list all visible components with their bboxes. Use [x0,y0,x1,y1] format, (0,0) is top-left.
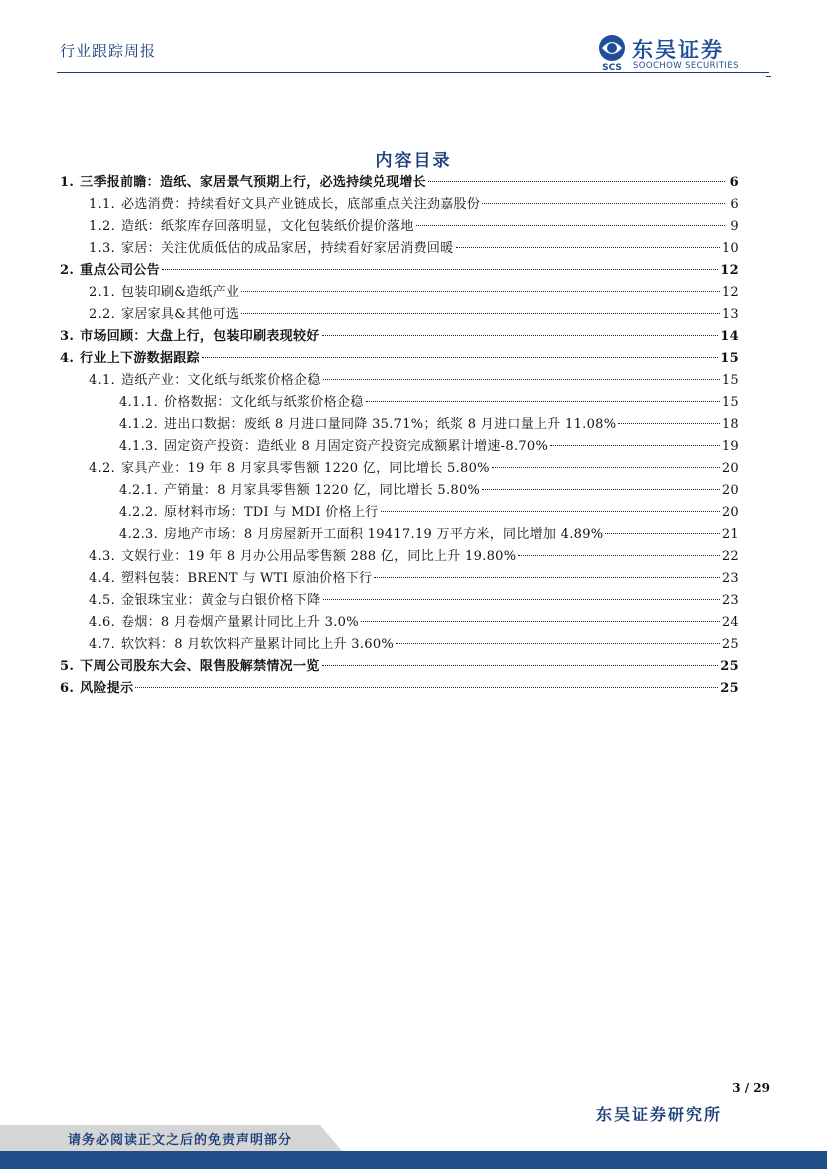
footer-bar [0,1125,827,1169]
toc-entry[interactable] [60,568,739,590]
toc-entry-page: 13 [721,307,739,322]
toc-entry-number: 4.2.2. [119,505,159,520]
toc-leader-dots [381,511,720,512]
brand-name-en: SOOCHOW SECURITIES [633,61,739,71]
toc-entry[interactable] [60,458,739,480]
footer-organization: 东吴证券研究所 [596,1105,723,1124]
table-of-contents [60,172,739,700]
brand-logo [596,34,776,74]
toc-entry[interactable] [60,546,739,568]
toc-entry-title: 家具产业：19 年 8 月家具零售额 1220 亿，同比增长 5.80% [121,461,490,476]
toc-entry-title: 进出口数据：废纸 8 月进口量同降 35.71%；纸浆 8 月进口量上升 11.08% [164,417,617,432]
toc-leader-dots [456,247,720,248]
toc-entry-number: 1.2. [89,219,116,234]
toc-leader-dots [428,181,725,182]
toc-leader-dots [374,577,719,578]
toc-entry-title: 价格数据：文化纸与纸浆价格企稳 [164,395,364,410]
toc-entry-title: 包装印刷&造纸产业 [121,285,240,300]
toc-entry-page: 23 [721,593,739,608]
header-divider [57,72,769,73]
toc-entry-page: 15 [721,395,739,410]
toc-leader-dots [322,335,719,336]
toc-entry-number: 4.5. [89,593,116,608]
toc-entry-title: 卷烟：8 月卷烟产量累计同比上升 3.0% [121,615,359,630]
toc-leader-dots [241,313,720,314]
toc-leader-dots [482,203,725,204]
toc-entry-number: 4.6. [89,615,116,630]
toc-entry-title: 行业上下游数据跟踪 [80,351,200,366]
toc-entry-page: 23 [721,571,739,586]
toc-entry-number: 4.7. [89,637,116,652]
toc-leader-dots [323,599,720,600]
toc-leader-dots [396,643,720,644]
toc-entry-page: 25 [720,659,739,674]
toc-entry-number: 4.1.1. [119,395,159,410]
toc-entry-title: 文娱行业：19 年 8 月办公用品零售额 288 亿，同比上升 19.80% [121,549,517,564]
toc-entry-title: 市场回顾：大盘上行，包装印刷表现较好 [80,329,320,344]
toc-entry[interactable] [60,656,739,678]
toc-entry[interactable] [60,678,739,700]
toc-leader-dots [416,225,725,226]
brand-name-cn: 东吴证券 [632,38,724,62]
toc-entry-page: 25 [721,637,739,652]
toc-entry-title: 风险提示 [80,681,134,696]
toc-entry-number: 4.4. [89,571,116,586]
toc-entry[interactable] [60,370,739,392]
toc-entry[interactable] [60,392,739,414]
toc-leader-dots [605,533,719,534]
toc-title: 内容目录 [375,151,452,171]
toc-entry[interactable] [60,172,739,194]
toc-entry-page: 25 [720,681,739,696]
toc-entry-number: 4.2. [89,461,116,476]
toc-entry-page: 20 [721,505,739,520]
toc-entry-page: 19 [721,439,739,454]
toc-entry-number: 4.1.2. [119,417,159,432]
toc-entry[interactable] [60,348,739,370]
toc-entry-title: 造纸：纸浆库存回落明显，文化包装纸价提价落地 [121,219,414,234]
toc-entry[interactable] [60,634,739,656]
toc-entry[interactable] [60,502,739,524]
toc-leader-dots [482,489,720,490]
toc-leader-dots [366,401,720,402]
brand-mark-text: SCS [602,63,622,72]
toc-leader-dots [618,423,719,424]
toc-entry-number: 4.1.3. [119,439,159,454]
toc-entry-page: 6 [730,197,739,212]
toc-entry-title: 家居家具&其他可选 [121,307,240,322]
toc-leader-dots [550,445,720,446]
toc-leader-dots [323,379,720,380]
toc-entry-number: 5. [60,659,75,674]
toc-entry[interactable] [60,590,739,612]
toc-entry[interactable] [60,480,739,502]
toc-entry-title: 金银珠宝业：黄金与白银价格下降 [121,593,321,608]
toc-entry-number: 4.2.3. [119,527,159,542]
toc-entry-title: 房地产市场：8 月房屋新开工面积 19417.19 万平方米，同比增加 4.89% [164,527,604,542]
toc-entry[interactable] [60,238,739,260]
toc-entry-number: 2.2. [89,307,116,322]
toc-entry-page: 12 [721,285,739,300]
toc-entry-page: 24 [721,615,739,630]
toc-entry-title: 固定资产投资：造纸业 8 月固定资产投资完成额累计增速-8.70% [164,439,549,454]
toc-entry-page: 20 [721,483,739,498]
toc-entry-title: 软饮料：8 月软饮料产量累计同比上升 3.60% [121,637,395,652]
toc-entry-number: 1. [60,175,75,190]
toc-entry-title: 造纸产业：文化纸与纸浆价格企稳 [121,373,321,388]
toc-entry[interactable] [60,612,739,634]
toc-entry-number: 2. [60,263,75,278]
toc-entry-number: 4. [60,351,75,366]
toc-leader-dots [241,291,720,292]
toc-leader-dots [135,687,718,688]
toc-entry-title: 下周公司股东大会、限售股解禁情况一览 [80,659,320,674]
toc-entry-page: 18 [721,417,739,432]
report-type-label: 行业跟踪周报 [60,42,157,60]
toc-entry-number: 3. [60,329,75,344]
toc-entry[interactable] [60,326,739,348]
brand-mark-icon [596,34,628,72]
toc-entry-title: 必选消费：持续看好文具产业链成长，底部重点关注劲嘉股份 [121,197,481,212]
toc-entry-title: 三季报前瞻：造纸、家居景气预期上行，必选持续兑现增长 [80,175,426,190]
toc-entry-title: 原材料市场：TDI 与 MDI 价格上行 [164,505,379,520]
toc-entry[interactable] [60,304,739,326]
toc-leader-dots [518,555,719,556]
disclaimer-text: 请务必阅读正文之后的免责声明部分 [68,1133,293,1148]
toc-leader-dots [162,269,718,270]
toc-entry-number: 6. [60,681,75,696]
header-tick-mark [766,76,771,77]
toc-leader-dots [492,467,720,468]
toc-entry-page: 10 [721,241,739,256]
toc-entry-title: 塑料包装：BRENT 与 WTI 原油价格下行 [121,571,373,586]
toc-entry-number: 4.2.1. [119,483,159,498]
footer-bar-wedge [320,1125,342,1151]
toc-entry-page: 22 [721,549,739,564]
toc-entry[interactable] [60,282,739,304]
toc-entry-page: 9 [730,219,739,234]
toc-entry-page: 20 [721,461,739,476]
toc-entry[interactable] [60,260,739,282]
toc-entry[interactable] [60,436,739,458]
toc-entry-number: 4.3. [89,549,116,564]
toc-entry-page: 21 [721,527,739,542]
toc-entry-number: 2.1. [89,285,116,300]
page-number: 3 / 29 [732,1081,770,1095]
toc-entry-title: 家居：关注优质低估的成品家居，持续看好家居消费回暖 [121,241,454,256]
toc-entry-page: 6 [729,175,739,190]
toc-entry-page: 15 [720,351,739,366]
toc-entry-title: 重点公司公告 [80,263,160,278]
toc-entry-number: 1.3. [89,241,116,256]
toc-entry[interactable] [60,216,739,238]
toc-entry[interactable] [60,524,739,546]
toc-entry-page: 12 [720,263,739,278]
toc-leader-dots [361,621,720,622]
toc-entry-number: 4.1. [89,373,116,388]
toc-entry-page: 15 [721,373,739,388]
footer-bar-dark [0,1151,827,1169]
toc-leader-dots [322,665,719,666]
toc-entry-page: 14 [720,329,739,344]
toc-entry[interactable] [60,194,739,216]
toc-entry-title: 产销量：8 月家具零售额 1220 亿，同比增长 5.80% [164,483,481,498]
toc-entry-number: 1.1. [89,197,116,212]
toc-leader-dots [202,357,718,358]
toc-entry[interactable] [60,414,739,436]
